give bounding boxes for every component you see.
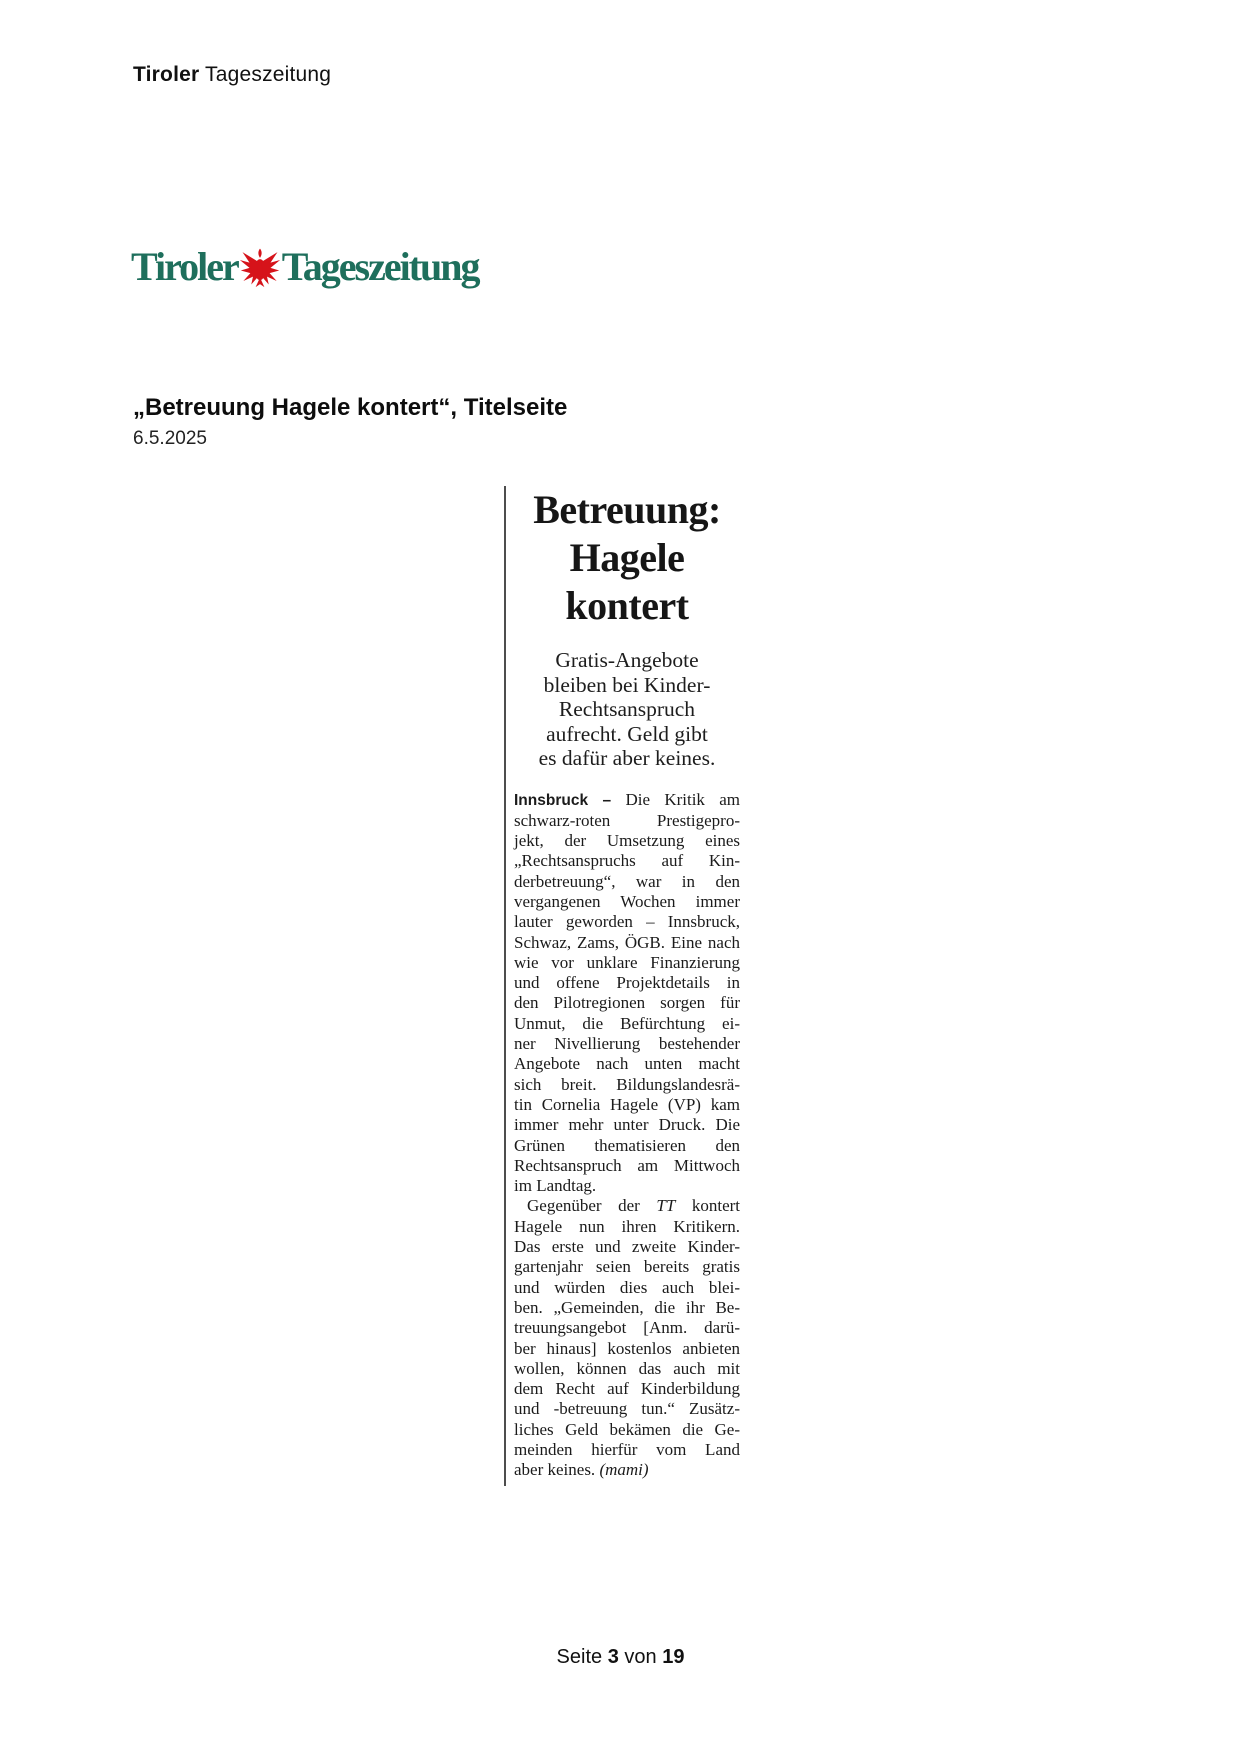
title-line: kontert — [565, 583, 689, 628]
body-line: Grünen thematisieren den — [514, 1135, 740, 1155]
newspaper-clipping — [504, 486, 744, 1481]
dateline-innsbruck: Innsbruck – — [514, 791, 612, 809]
body-line: wie vor unklare Finanzierung — [514, 952, 740, 972]
body-line: Schwaz, Zams, ÖGB. Eine nach — [514, 932, 740, 952]
paragraph-2-first-line — [514, 1196, 740, 1216]
body-line: schwarz-roten Prestigepro- — [514, 810, 740, 830]
logo-word-right: Tageszeitung — [281, 244, 479, 289]
article-column — [514, 486, 740, 1481]
body-line: dem Recht auf Kinderbildung — [514, 1379, 740, 1399]
body-line: „Rechtsanspruchs auf Kin- — [514, 851, 740, 871]
body-line: ner Nivellierung bestehender — [514, 1034, 740, 1054]
title-line: Hagele — [569, 535, 685, 580]
body-line: Unmut, die Befürchtung ei- — [514, 1013, 740, 1033]
body-line: tin Cornelia Hagele (VP) kam — [514, 1094, 740, 1114]
clipping-title: „Betreuung Hagele kontert“, Titelseite — [133, 394, 568, 421]
body-line: gartenjahr seien bereits gratis — [514, 1257, 740, 1277]
sub-line: Gratis-Angebote — [555, 648, 699, 672]
page-footer — [0, 1646, 1241, 1669]
article-subtitle — [514, 648, 740, 771]
body-line: und -betreuung tun.“ Zusätz- — [514, 1399, 740, 1419]
body-line-dateline — [514, 790, 740, 811]
body-line: jekt, der Umsetzung eines — [514, 831, 740, 851]
footer-label-von: von — [624, 1646, 657, 1668]
body-line: vergangenen Wochen immer — [514, 891, 740, 911]
body-line: lauter geworden – Innsbruck, — [514, 912, 740, 932]
sub-line: bleiben bei Kinder- — [543, 672, 711, 697]
article-body — [514, 790, 740, 1481]
body-line: und offene Projektdetails in — [514, 973, 740, 993]
sub-line: aufrecht. Geld gibt — [546, 721, 708, 746]
clipping-date: 6.5.2025 — [133, 428, 207, 449]
body-line: treuungsangebot [Anm. darü- — [514, 1318, 740, 1338]
footer-total-pages: 19 — [662, 1646, 685, 1668]
body-text: Gegenüber der — [527, 1196, 640, 1216]
tyrolean-eagle-icon — [239, 244, 281, 290]
page-header-brand — [133, 63, 331, 87]
body-line: Hagele nun ihren Kritikern. — [514, 1216, 740, 1236]
column-rule — [504, 486, 506, 1486]
tiroler-tageszeitung-logo — [131, 241, 479, 293]
body-line: meinden hierfür vom Land — [514, 1440, 740, 1459]
footer-label-seite: Seite — [556, 1646, 603, 1668]
body-line: ber hinaus] kostenlos anbieten — [514, 1338, 740, 1358]
paragraph-1-last-line: im Landtag. — [514, 1176, 597, 1196]
brand-bold-text: Tiroler — [133, 63, 200, 86]
body-line: Angebote nach unten macht — [514, 1054, 740, 1074]
body-line: derbetreuung“, war in den — [514, 871, 740, 891]
body-line: Rechtsanspruch am Mittwoch — [514, 1155, 740, 1175]
paragraph-1-lines — [514, 811, 740, 1176]
body-line: wollen, können das auch mit — [514, 1358, 740, 1378]
brand-regular-text: Tageszeitung — [205, 63, 332, 86]
body-line: ben. „Gemeinden, die ihr Be- — [514, 1297, 740, 1317]
body-text: aber keines. — [514, 1460, 596, 1480]
body-line: und würden dies auch blei- — [514, 1277, 740, 1297]
sub-line: Rechtsanspruch — [558, 697, 696, 721]
body-line: immer mehr unter Druck. Die — [514, 1115, 740, 1135]
body-text: Die Kritik am — [625, 789, 741, 809]
tt-italic: TT — [656, 1196, 676, 1216]
footer-page-number: 3 — [607, 1646, 619, 1668]
body-line: liches Geld bekämen die Ge- — [514, 1419, 740, 1439]
sub-line: es dafür aber keines. — [538, 746, 716, 770]
paragraph-2-lines — [514, 1217, 740, 1461]
article-headline — [514, 486, 740, 630]
body-text: kontert — [691, 1196, 740, 1216]
title-line: Betreuung: — [533, 487, 721, 532]
author-shorthand: (mami) — [599, 1460, 649, 1480]
body-line: Das erste und zweite Kinder- — [514, 1237, 740, 1257]
logo-word-left: Tiroler — [131, 244, 238, 289]
body-line: den Pilotregionen sorgen für — [514, 993, 740, 1013]
paragraph-2-last-line — [514, 1460, 740, 1480]
body-line: sich breit. Bildungslandesrä- — [514, 1074, 740, 1094]
